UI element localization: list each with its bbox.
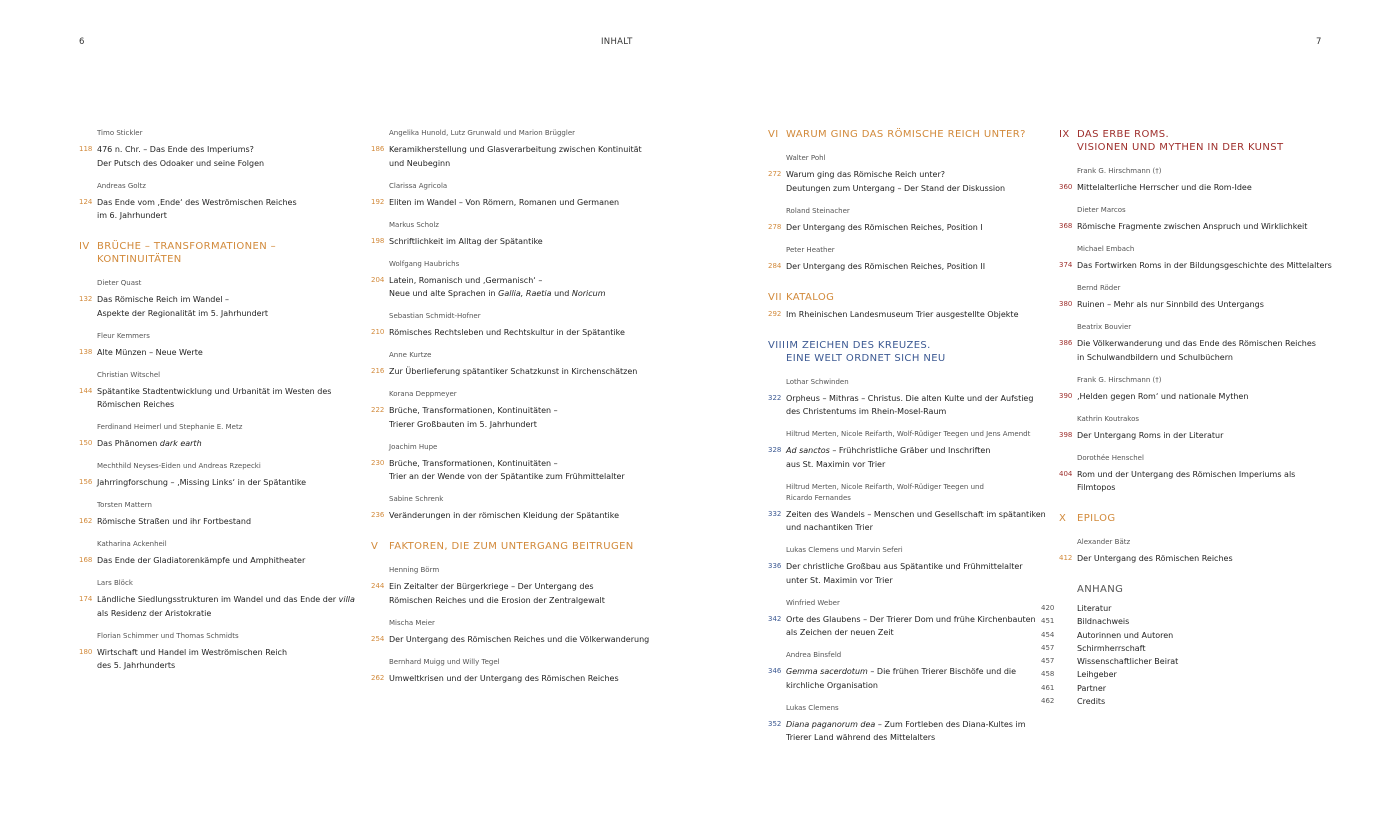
entry-title: Wirtschaft und Handel im Weströmischen Reich: [97, 647, 288, 657]
entry-author: Roland Steinacher: [786, 206, 850, 215]
entry-title: Ein Zeitalter der Bürgerkriege – Der Untergang des: [389, 582, 594, 591]
page-number: 132: [79, 295, 93, 303]
page-number: 336: [768, 562, 782, 570]
appendix-title: ANHANG: [1077, 584, 1124, 595]
section-heading: [768, 339, 1043, 365]
entry-title: 124 Das Ende vom ‚Ende‘ des Weströmischen Reiches: [79, 197, 297, 207]
section-heading: [371, 540, 646, 553]
entry-author: Fleur Kemmers: [97, 331, 150, 340]
section-heading: [1059, 512, 1334, 525]
toc-entry: [79, 181, 349, 223]
page-number: 332: [768, 509, 782, 518]
toc-entry: [768, 545, 1043, 587]
page-number: 412: [1059, 554, 1073, 562]
toc-entry: [371, 128, 646, 170]
page-number: 374: [1059, 261, 1073, 269]
page-number: 118: [79, 145, 93, 153]
toc-entry: [371, 181, 646, 209]
entry-title: Latein, Romanisch und ‚Germanisch‘ –: [389, 275, 543, 285]
toc-entry: [79, 128, 349, 170]
toc-entry: [371, 565, 646, 607]
entry-title: Die Völkerwanderung und das Ende des Römischen Reiches: [1077, 339, 1316, 348]
toc-entry: [1059, 414, 1334, 442]
entry-author: Florian Schimmer und Thomas Schmidts: [97, 631, 239, 640]
toc-entry: [1059, 375, 1334, 403]
toc-entry: [79, 539, 349, 567]
entry-title: Jahrringforschung – ‚Missing Links‘ in der Spätantike: [97, 478, 307, 487]
entry-title: Der Untergang Roms in der Literatur: [1077, 430, 1224, 440]
entry-author: Walter Pohl: [786, 154, 826, 162]
page-number: 328: [768, 446, 782, 454]
toc-entry: [768, 206, 1043, 234]
entry-author: Angelika Hunold, Lutz Grunwald und Marion Brüggler: [389, 129, 575, 137]
page-number: 404: [1059, 469, 1073, 478]
page-number: 322: [768, 393, 782, 402]
page-number: 174: [79, 595, 93, 603]
entry-author: Andreas Goltz: [97, 181, 146, 190]
section-number: VIII: [768, 339, 786, 351]
entry-title: Keramikherstellung und Glasverarbeitung zwischen Kontinuität: [389, 145, 642, 154]
page-number: 124: [79, 197, 93, 206]
entry-title: Alte Münzen – Neue Werte: [97, 347, 203, 357]
entry-author: Peter Heather: [786, 245, 835, 254]
entry-title: und nachantiken Trier: [786, 523, 873, 532]
appendix-label: Credits: [1077, 697, 1106, 707]
page-number: 390: [1059, 391, 1073, 400]
page-number: 457: [1041, 643, 1055, 652]
toc-entry: [79, 278, 349, 320]
entry-title: und Neubeginn: [389, 158, 451, 168]
entry-title: Rom und der Untergang des Römischen Imperiums als: [1077, 469, 1296, 479]
toc-entry: [768, 429, 1043, 471]
entry-title: Trierer Großbauten im 5. Jahrhundert: [389, 419, 537, 429]
entry-author: Kathrin Koutrakos: [1077, 414, 1140, 423]
toc-entry: [371, 220, 646, 248]
left-page-number: 6: [79, 37, 85, 47]
section-title: IM ZEICHEN DES KREUZES.: [786, 339, 931, 351]
page-number: 144: [79, 386, 93, 395]
entry-author: Frank G. Hirschmann (†): [1077, 167, 1162, 175]
section-title: DAS ERBE ROMS.: [1077, 129, 1170, 140]
entry-title: Der Untergang des Römischen Reiches: [1077, 554, 1233, 563]
toc-entry: [79, 500, 349, 528]
appendix-item: [1041, 629, 1334, 642]
entry-title: unter St. Maximin vor Trier: [786, 575, 893, 585]
toc-entry: [79, 631, 349, 673]
entry-author: Dorothée Henschel: [1077, 453, 1144, 462]
entry-author: Markus Scholz: [389, 220, 439, 229]
page-number: 461: [1041, 683, 1055, 692]
entry-author: Beatrix Bouvier: [1077, 323, 1132, 331]
page-number: 180: [79, 647, 93, 656]
entry-title: aus St. Maximin vor Trier: [786, 459, 886, 469]
section-heading: [79, 240, 349, 266]
entry-title: im 6. Jahrhundert: [97, 211, 167, 220]
toc-entry: [79, 370, 349, 412]
page-number: 360: [1059, 183, 1073, 191]
running-title: INHALT: [601, 37, 633, 47]
entry-title: Veränderungen in der römischen Kleidung der Spätantike: [389, 511, 620, 520]
entry-author: Alexander Bätz: [1077, 538, 1131, 546]
toc-entry: [768, 245, 1043, 273]
page-number: 278: [768, 222, 782, 231]
page-number: 272: [768, 170, 782, 178]
entry-title-italic: Diana paganorum dea: [786, 719, 876, 729]
toc-entry: [1059, 283, 1334, 311]
entry-title: Umweltkrisen und der Untergang des Römischen Reiches: [389, 673, 619, 683]
toc-entry: [1059, 166, 1334, 194]
toc-entry: [371, 389, 646, 431]
entry-title: Der Putsch des Odoaker und seine Folgen: [97, 158, 265, 168]
page-number: 198: [371, 236, 385, 245]
section-title: FAKTOREN, DIE ZUM UNTERGANG BEITRUGEN: [389, 541, 634, 552]
entry-author: Mischa Meier: [389, 618, 435, 627]
entry-title: Aspekte der Regionalität im 5. Jahrhundert: [97, 308, 269, 318]
entry-title: Ländliche Siedlungsstrukturen im Wandel und das Ende der: [97, 595, 337, 604]
entry-title: Brüche, Transformationen, Kontinuitäten –: [389, 458, 558, 468]
toc-entry: [79, 331, 349, 359]
entry-author: Lothar Schwinden: [786, 377, 849, 386]
page-number: 222: [371, 406, 385, 414]
entry-title: Eliten im Wandel – Von Römern, Romanen und Germanen: [389, 197, 620, 207]
entry-title: des Christentums im Rhein-Mosel-Raum: [786, 407, 947, 416]
appendix-label: Leihgeber: [1077, 670, 1117, 680]
entry-title: Deutungen zum Untergang – Der Stand der Diskussion: [786, 183, 1006, 193]
entry-author: Wolfgang Haubrichs: [389, 259, 460, 268]
page-number: 162: [79, 517, 93, 525]
entry-author: Ricardo Fernandes: [786, 493, 851, 502]
toc-entry: [1059, 537, 1334, 565]
toc-entry: [371, 657, 646, 685]
page-number: 204: [371, 275, 385, 284]
entry-author: Anne Kurtze: [389, 351, 432, 359]
entry-author: Katharina Ackenheil: [97, 540, 167, 548]
entry-title: Römische Fragmente zwischen Anspruch und Wirklichkeit: [1077, 222, 1308, 231]
page-number: 368: [1059, 222, 1073, 230]
appendix-label: Literatur: [1077, 604, 1112, 613]
toc-entry: [768, 703, 1043, 745]
page-number: 458: [1041, 670, 1055, 679]
section-title: BRÜCHE – TRANSFORMATIONEN –: [97, 241, 277, 252]
entry-title: Zeiten des Wandels – Menschen und Gesellschaft im spätantiken: [786, 509, 1046, 519]
entry-title: – Zum Fortleben des Diana-Kultes im: [877, 719, 1026, 729]
entry-title: Römisches Rechtsleben und Rechtskultur in der Spätantike: [389, 328, 625, 337]
toc-entry: [768, 598, 1043, 640]
page-number: 168: [79, 556, 93, 564]
section-number: IV: [79, 241, 90, 252]
toc-entry: [79, 578, 355, 620]
section-title: WARUM GING DAS RÖMISCHE REICH UNTER?: [786, 129, 1026, 140]
section-heading: [768, 128, 1043, 141]
appendix-item: [1041, 668, 1334, 681]
entry-author: Winfried Weber: [786, 598, 840, 607]
page-number: 244: [371, 582, 385, 590]
page-number: 451: [1041, 617, 1055, 626]
entry-author: Sabine Schrenk: [389, 495, 444, 503]
entry-title-italic: villa: [338, 595, 355, 604]
entry-title: Spätantike Stadtentwicklung und Urbanität im Westen des: [97, 386, 332, 396]
toc-column-4: [1041, 128, 1334, 708]
entry-author: Torsten Mattern: [97, 501, 152, 509]
entry-author: Hiltrud Merten, Nicole Reifarth, Wolf-Rüdiger Teegen und Jens Amendt: [786, 430, 1031, 438]
entry-title: ‚Helden gegen Rom‘ und nationale Mythen: [1077, 391, 1249, 401]
page-number: 230: [371, 458, 385, 467]
entry-title: Das Römische Reich im Wandel –: [97, 295, 230, 304]
entry-author: Michael Embach: [1077, 245, 1135, 253]
entry-title: als Residenz der Aristokratie: [97, 608, 212, 618]
toc-entry: [768, 153, 1043, 195]
entry-title: Römische Straßen und ihr Fortbestand: [97, 517, 252, 526]
section-number: IX: [1059, 129, 1070, 140]
page-number: 236: [371, 511, 385, 519]
entry-title: Das Ende der Gladiatorenkämpfe und Amphitheater: [97, 556, 306, 565]
appendix: [1041, 583, 1334, 708]
entry-author: Lukas Clemens und Marvin Seferi: [786, 546, 903, 554]
appendix-label: Bildnachweis: [1077, 617, 1130, 627]
entry-author: Ferdinand Heimerl und Stephanie E. Metz: [97, 423, 243, 431]
page-number: 254: [371, 634, 385, 643]
entry-author: Christian Witschel: [97, 370, 161, 379]
page-number: 186: [371, 145, 385, 153]
entry-title: – Die frühen Trierer Bischöfe und die: [870, 667, 1017, 676]
entry-title-italic: Noricum: [571, 289, 606, 298]
entry-title: Das Phänomen: [97, 439, 158, 448]
page-number: 457: [1041, 657, 1055, 666]
section-title: VISIONEN UND MYTHEN IN DER KUNST: [1077, 142, 1284, 153]
entry-author: Dieter Quast: [97, 279, 142, 287]
toc-entry: [1059, 244, 1334, 272]
entry-author: Clarissa Agricola: [389, 181, 448, 190]
section-title: KATALOG: [786, 291, 835, 303]
entry-author: Lars Blöck: [97, 579, 133, 587]
section-title: KONTINUITÄTEN: [97, 254, 182, 265]
entry-author: Korana Deppmeyer: [389, 390, 457, 398]
toc-entry: [768, 308, 1043, 321]
section-title: EINE WELT ORDNET SICH NEU: [786, 352, 946, 364]
toc-column-3: [768, 128, 1046, 744]
entry-author: Joachim Hupe: [389, 442, 438, 451]
toc-entry: [79, 422, 349, 450]
appendix-item: [1041, 602, 1334, 615]
toc-entry: [1059, 453, 1334, 495]
toc-entry: [371, 618, 650, 646]
page-number: 284: [768, 261, 782, 270]
entry-title: kirchliche Organisation: [786, 680, 878, 690]
entry-title: Schriftlichkeit im Alltag der Spätantike: [389, 236, 543, 246]
entry-title-italic: Gemma sacerdotum: [786, 667, 868, 676]
entry-title: Brüche, Transformationen, Kontinuitäten –: [389, 406, 558, 415]
entry-title: Römischen Reiches und die Erosion der Zentralgewalt: [389, 595, 605, 605]
page-number: 352: [768, 719, 782, 728]
entry-author: Mechthild Neyses-Eiden und Andreas Rzepecki: [97, 462, 261, 470]
page-number: 150: [79, 439, 93, 447]
entry-author: Sebastian Schmidt-Hofner: [389, 312, 481, 320]
toc-entry: [371, 311, 646, 339]
entry-title: Der Untergang des Römischen Reiches, Position I: [786, 222, 983, 232]
entry-title: Römischen Reiches: [97, 400, 175, 409]
entry-title: Im Rheinischen Landesmuseum Trier ausgestellte Objekte: [786, 309, 1019, 319]
appendix-item: [1041, 615, 1334, 628]
entry-title-italic: Ad sanctos: [786, 446, 830, 455]
toc-entry: [371, 259, 646, 301]
page-number: 210: [371, 328, 385, 336]
entry-author: Lukas Clemens: [786, 703, 839, 712]
section-number: VII: [768, 291, 782, 303]
section-title: EPILOG: [1077, 513, 1116, 524]
entry-author: Hiltrud Merten, Nicole Reifarth, Wolf-Rüdiger Teegen und: [786, 482, 984, 491]
appendix-label: Schirmherrschaft: [1077, 643, 1146, 653]
page-number: 342: [768, 614, 782, 623]
page-number: 138: [79, 347, 93, 356]
entry-title: Der Untergang des Römischen Reiches und die Völkerwanderung: [389, 634, 650, 644]
page-number: 380: [1059, 300, 1073, 308]
entry-author: Andrea Binsfeld: [786, 651, 842, 659]
page-number: 462: [1041, 697, 1055, 706]
page-number: 346: [768, 667, 782, 675]
page-number: 156: [79, 478, 93, 486]
appendix-item: [1041, 655, 1334, 668]
entry-title: des 5. Jahrhunderts: [97, 661, 176, 670]
page-number: 398: [1059, 430, 1073, 439]
entry-title: in Schulwandbildern und Schulbüchern: [1077, 352, 1233, 362]
toc-entry: [371, 494, 646, 522]
appendix-item: [1041, 642, 1334, 655]
entry-title: als Zeichen der neuen Zeit: [786, 628, 894, 637]
entry-author: Dieter Marcos: [1077, 206, 1126, 214]
toc-entry: [79, 461, 349, 489]
entry-title: Trier an der Wende von der Spätantike zum Frühmittelalter: [389, 472, 625, 481]
section-number: V: [371, 541, 379, 552]
entry-title: Trierer Land während des Mittelalters: [786, 733, 936, 742]
entry-title: – Frühchristliche Gräber und Inschriften: [832, 446, 991, 455]
page-number: 386: [1059, 339, 1073, 347]
entry-author: Henning Börm: [389, 566, 440, 574]
appendix-item: [1041, 682, 1334, 695]
entry-title: 118 476 n. Chr. – Das Ende des Imperiums?: [79, 145, 254, 154]
toc-entry: [768, 482, 1046, 535]
entry-title: Der christliche Großbau aus Spätantike und Frühmittelalter: [786, 562, 1023, 571]
toc-entry: [1059, 322, 1334, 364]
toc-entry: [768, 377, 1043, 419]
page-number: 420: [1041, 604, 1055, 612]
entry-title: Ruinen – Mehr als nur Sinnbild des Untergangs: [1077, 300, 1264, 309]
entry-author: Bernd Röder: [1077, 284, 1121, 292]
entry-title: Neue und alte Sprachen in: [389, 289, 496, 298]
toc-entry: [768, 650, 1043, 692]
section-heading: [768, 291, 1043, 304]
page-number: 192: [371, 197, 385, 206]
entry-title: Mittelalterliche Herrscher und die Rom-Idee: [1077, 183, 1252, 192]
section-number: X: [1059, 513, 1067, 524]
toc-entry: [371, 350, 646, 378]
appendix-label: Partner: [1077, 683, 1107, 693]
entry-title: Orte des Glaubens – Der Trierer Dom und frühe Kirchenbauten: [786, 614, 1036, 624]
section-heading: [1059, 128, 1334, 154]
entry-title: Zur Überlieferung spätantiker Schatzkunst in Kirchenschätzen: [389, 367, 638, 376]
appendix-label: Autorinnen und Autoren: [1077, 630, 1174, 640]
toc-column-1: [79, 128, 355, 672]
entry-title: Der Untergang des Römischen Reiches, Position II: [786, 261, 986, 271]
right-page-number: 7: [1316, 37, 1322, 47]
entry-title: Orpheus – Mithras – Christus. Die alten Kulte und der Aufstieg: [786, 393, 1034, 403]
toc-entry: [1059, 205, 1334, 233]
toc-entry: [371, 442, 646, 484]
entry-author: Timo Stickler: [97, 129, 143, 137]
page-number: 216: [371, 367, 385, 375]
entry-title: Filmtopos: [1077, 483, 1116, 492]
entry-title: Warum ging das Römische Reich unter?: [786, 170, 945, 179]
toc-column-2: [371, 128, 650, 685]
page-number: 454: [1041, 630, 1055, 639]
entry-author: Frank G. Hirschmann (†): [1077, 375, 1162, 384]
entry-title-italic: Gallia, Raetia: [498, 289, 552, 298]
appendix-label: Wissenschaftlicher Beirat: [1077, 657, 1179, 667]
entry-title-italic: dark earth: [159, 439, 202, 448]
entry-author: Bernhard Muigg und Willy Tegel: [389, 657, 500, 666]
page-number: 292: [768, 309, 782, 318]
appendix-item: [1041, 695, 1334, 708]
entry-title: Das Fortwirken Roms in der Bildungsgeschichte des Mittelalters: [1077, 261, 1332, 270]
entry-title: und: [554, 289, 570, 298]
page-number: 262: [371, 673, 385, 682]
section-number: VI: [768, 129, 779, 140]
